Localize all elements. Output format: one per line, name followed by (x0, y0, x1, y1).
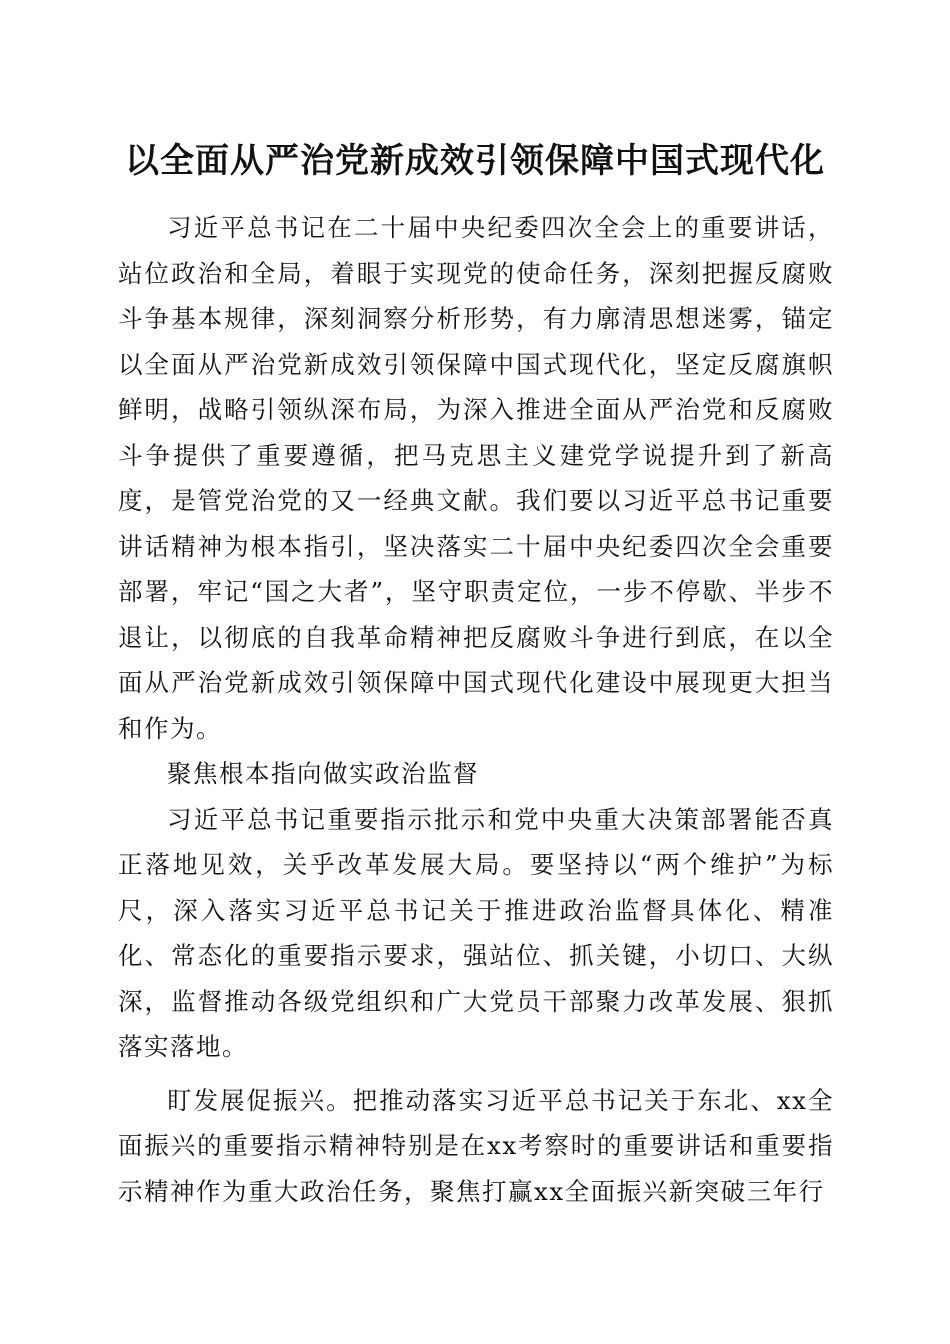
section-paragraph-political-supervision: 习近平总书记重要指示批示和党中央重大决策部署能否真正落地见效，关乎改革发展大局。要坚持以“两个维护”为标尺，深入落实习近平总书记关于推进政治监督具体化、精准化、常态化的重要指示要求，强站位、抓关键，小切口、大纵深，监督推动各级党组织和广大党员干部聚力改革发展、狠抓落实落地。 (118, 804, 834, 1061)
document-title: 以全面从严治党新成效引领保障中国式现代化 (125, 141, 825, 181)
document-body (118, 205, 834, 1214)
section-paragraph-revitalization: 盯发展促振兴。把推动落实习近平总书记关于东北、xx全面振兴的重要指示精神特别是在xx考察时的重要讲话和重要指示精神作为重大政治任务，聚焦打赢xx全面振兴新突破三年行 (118, 1085, 834, 1206)
section-heading: 聚焦根本指向做实政治监督 (167, 759, 479, 788)
intro-paragraph: 习近平总书记在二十届中央纪委四次全会上的重要讲话，站位政治和全局，着眼于实现党的使命任务，深刻把握反腐败斗争基本规律，深刻洞察分析形势，有力廓清思想迷雾，锚定以全面从严治党新成效引领保障中国式现代化，坚定反腐旗帜鲜明，战略引领纵深布局，为深入推进全面从严治党和反腐败斗争提供了重要遵循，把马克思主义建党学说提升到了新高度，是管党治党的又一经典文献。我们要以习近平总书记重要讲话精神为根本指引，坚决落实二十届中央纪委四次全会重要部署，牢记“国之大者”，坚守职责定位，一步不停歇、半步不退让，以彻底的自我革命精神把反腐败斗争进行到底，在以全面从严治党新成效引领保障中国式现代化建设中展现更大担当和作为。 (118, 213, 834, 743)
